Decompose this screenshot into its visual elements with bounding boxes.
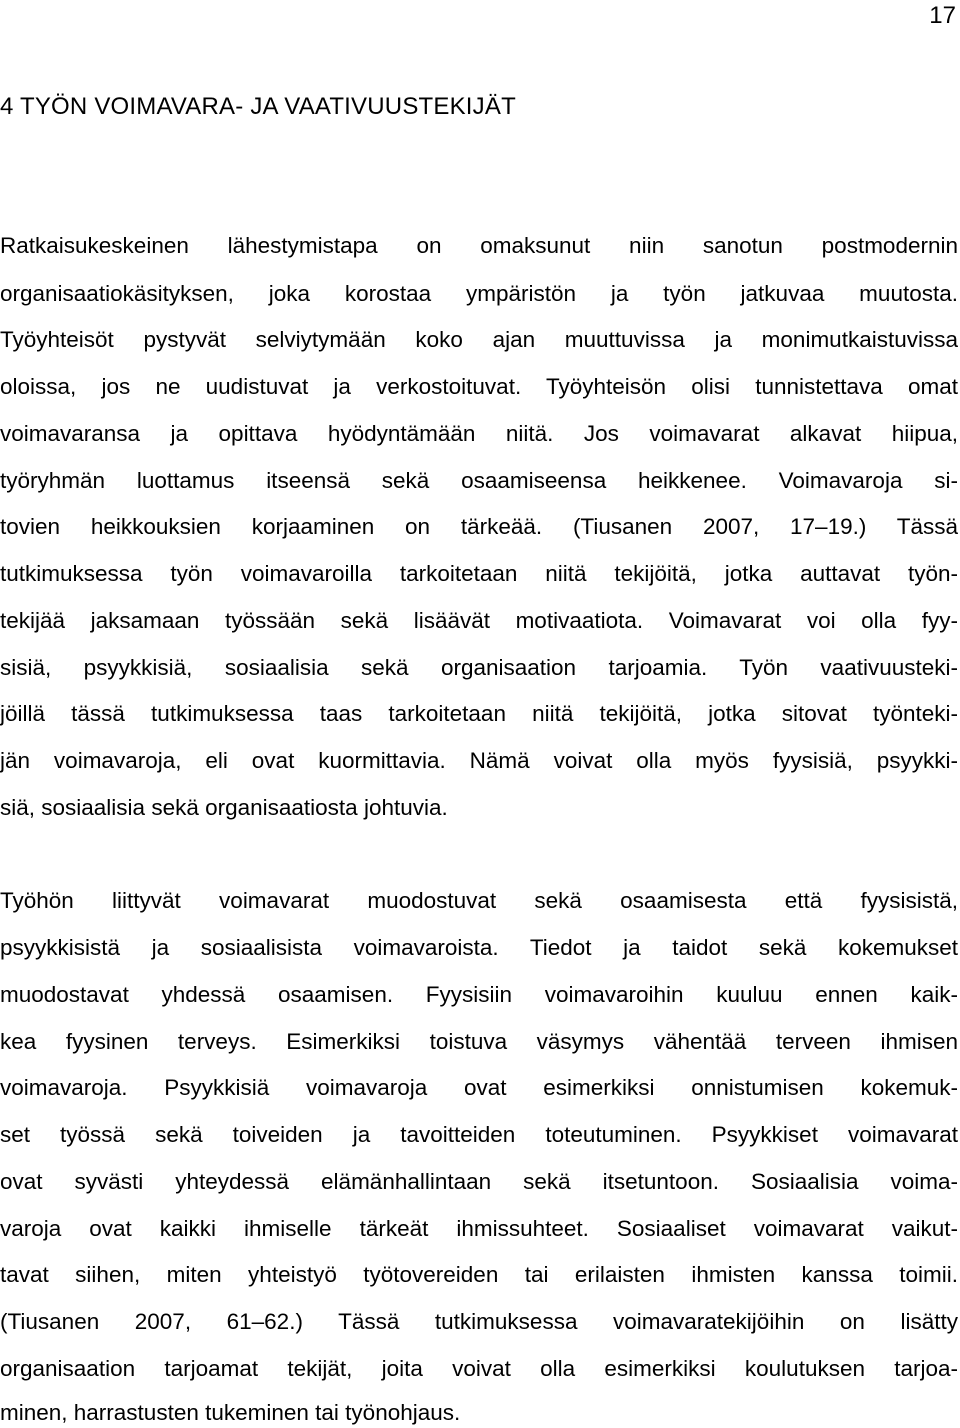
paragraph-line: oloissa, jos ne uudistuvat ja verkostoituvat. Työyhteisön olisi tunnistettava omat: [0, 374, 958, 399]
paragraph-line: (Tiusanen 2007, 61–62.) Tässä tutkimuksessa voimavaratekijöihin on lisätty: [0, 1309, 958, 1334]
paragraph-line: Työhön liittyvät voimavarat muodostuvat sekä osaamisesta että fyysisistä,: [0, 888, 958, 913]
paragraph-line: minen, harrastusten tukeminen tai työnohjaus.: [0, 1400, 461, 1425]
paragraph-line: jöillä tässä tutkimuksessa taas tarkoitetaan niitä tekijöitä, jotka sitovat työnteki-: [0, 701, 958, 726]
paragraph-line: kea fyysinen terveys. Esimerkiksi toistuva väsymys vähentää terveen ihmisen: [0, 1029, 958, 1054]
paragraph-line: tutkimuksessa työn voimavaroilla tarkoitetaan niitä tekijöitä, jotka auttavat työn-: [0, 561, 958, 586]
paragraph-line: organisaation tarjoamat tekijät, joita voivat olla esimerkiksi koulutuksen tarjoa-: [0, 1356, 958, 1381]
paragraph-line: organisaatiokäsityksen, joka korostaa ympäristön ja työn jatkuvaa muutosta.: [0, 281, 958, 306]
paragraph-line: tekijää jaksamaan työssään sekä lisäävät motivaatiota. Voimavarat voi olla fyy-: [0, 608, 958, 633]
paragraph-line: Ratkaisukeskeinen lähestymistapa on omaksunut niin sanotun postmodernin: [0, 233, 958, 258]
section-heading: 4 TYÖN VOIMAVARA- JA VAATIVUUSTEKIJÄT: [0, 93, 516, 120]
paragraph-line: psyykkisistä ja sosiaalisista voimavaroista. Tiedot ja taidot sekä kokemukset: [0, 935, 958, 960]
paragraph-line: siä, sosiaalisia sekä organisaatiosta johtuvia.: [0, 795, 448, 820]
paragraph-line: muodostavat yhdessä osaamisen. Fyysisiin voimavaroihin kuuluu ennen kaik-: [0, 982, 958, 1007]
paragraph-line: tavat siihen, miten yhteistyö työtovereiden tai erilaisten ihmisten kanssa toimii.: [0, 1262, 958, 1287]
paragraph-line: voimavaransa ja opittava hyödyntämään niitä. Jos voimavarat alkavat hiipua,: [0, 421, 958, 446]
paragraph-line: set työssä sekä toiveiden ja tavoitteiden toteutuminen. Psyykkiset voimavarat: [0, 1122, 958, 1147]
page-number: 17: [929, 2, 956, 29]
paragraph-line: jän voimavaroja, eli ovat kuormittavia. Nämä voivat olla myös fyysisiä, psyykki-: [0, 748, 958, 773]
paragraph-line: varoja ovat kaikki ihmiselle tärkeät ihmissuhteet. Sosiaaliset voimavarat vaikut-: [0, 1216, 958, 1241]
paragraph-line: Työyhteisöt pystyvät selviytymään koko ajan muuttuvissa ja monimutkaistuvissa: [0, 327, 958, 352]
paragraph-line: voimavaroja. Psyykkisiä voimavaroja ovat esimerkiksi onnistumisen kokemuk-: [0, 1075, 958, 1100]
paragraph-line: ovat syvästi yhteydessä elämänhallintaan sekä itsetuntoon. Sosiaalisia voima-: [0, 1169, 958, 1194]
paragraph-line: tovien heikkouksien korjaaminen on tärkeää. (Tiusanen 2007, 17–19.) Tässä: [0, 514, 958, 539]
paragraph-line: sisiä, psyykkisiä, sosiaalisia sekä organisaation tarjoamia. Työn vaativuusteki-: [0, 655, 958, 680]
paragraph-line: työryhmän luottamus itseensä sekä osaamiseensa heikkenee. Voimavaroja si-: [0, 468, 958, 493]
